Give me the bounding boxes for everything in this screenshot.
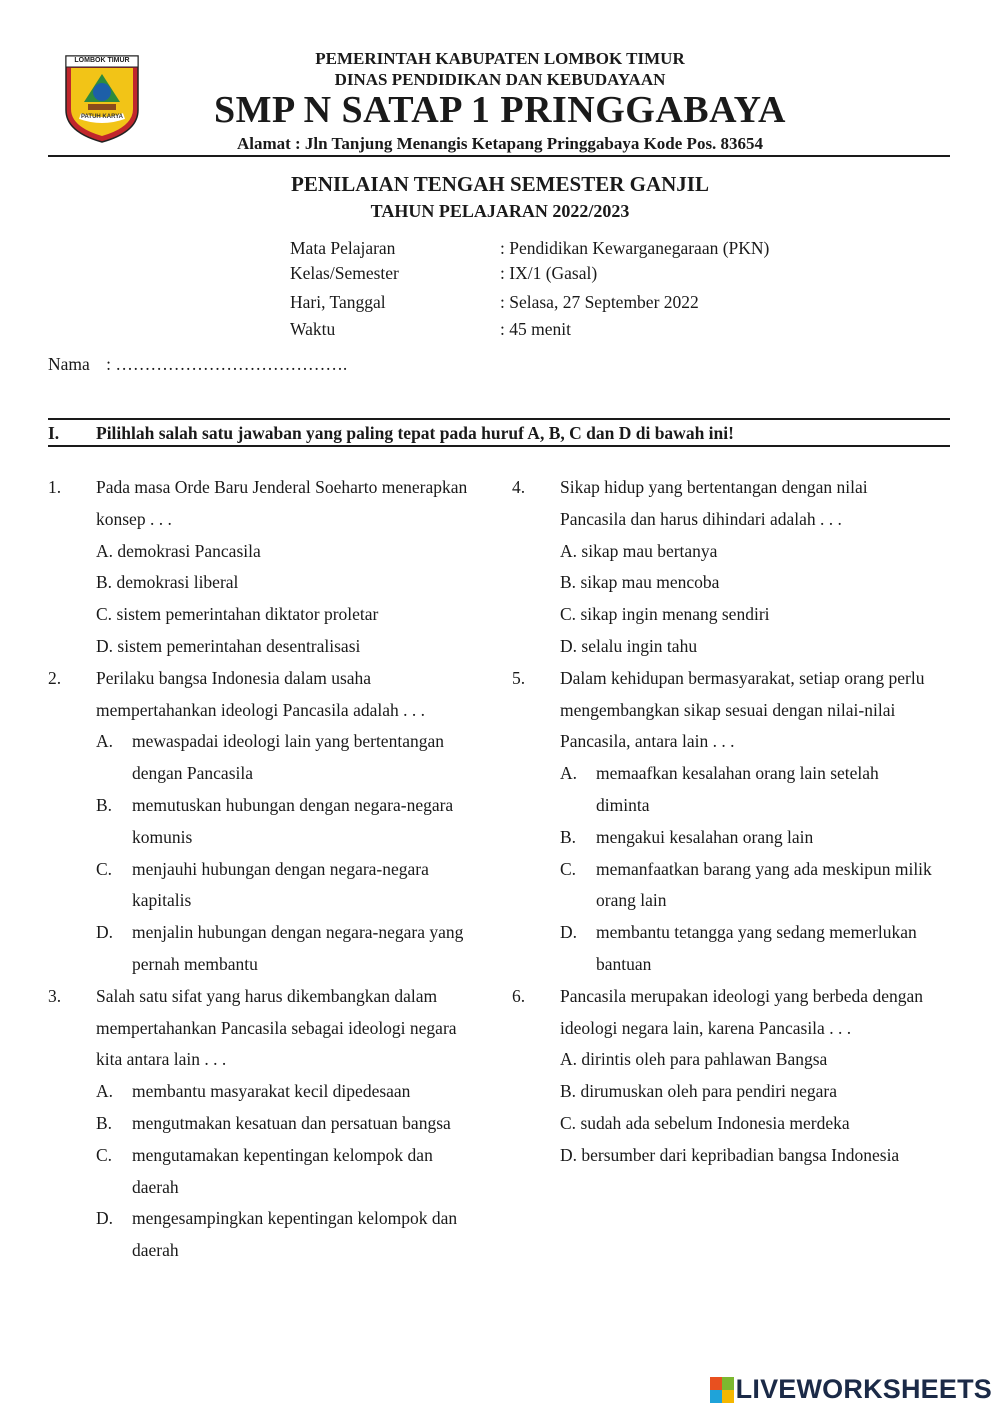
- info-value: : Pendidikan Kewarganegaraan (PKN): [500, 238, 770, 258]
- option-text: mengesampingkan kepentingan kelompok dan daerah: [132, 1208, 458, 1261]
- option-letter: A.: [96, 1081, 114, 1102]
- government-name: PEMERINTAH KABUPATEN LOMBOK TIMUR: [315, 49, 685, 68]
- option-text: membantu tetangga yang sedang memerlukan bantuan: [596, 922, 917, 974]
- option-text: menjauhi hubungan dengan negara-negara kapitalis: [132, 858, 429, 911]
- option-text: memaafkan kesalahan orang lain setelah diminta: [596, 763, 879, 815]
- name-blank: : ………………………………….: [106, 354, 348, 374]
- option-letter: C.: [560, 858, 577, 879]
- answer-option[interactable]: [560, 599, 952, 631]
- question: [48, 981, 498, 1267]
- option-letter: B.: [560, 572, 577, 593]
- option-text: mewaspadai ideologi lain yang bertentangan dengan Pancasila: [132, 731, 444, 784]
- info-label: Kelas/Semester: [290, 263, 399, 283]
- answer-option[interactable]: [560, 822, 952, 854]
- answer-option[interactable]: [560, 567, 952, 599]
- answer-option[interactable]: [96, 854, 498, 918]
- liveworksheets-logo-icon: [710, 1377, 734, 1403]
- answer-option[interactable]: [96, 1140, 498, 1204]
- section-rule-bottom: [48, 445, 950, 447]
- question: [48, 663, 498, 981]
- answer-option[interactable]: [96, 536, 498, 568]
- name-label: Nama: [48, 354, 90, 374]
- answer-option[interactable]: [96, 599, 498, 631]
- question-text: Sikap hidup yang bertentangan dengan nilai Pancasila dan harus dihindari adalah . . .: [560, 477, 868, 529]
- option-text: demokrasi Pancasila: [117, 540, 261, 561]
- student-name-field[interactable]: [48, 354, 347, 375]
- option-text: sikap mau bertanya: [581, 540, 718, 561]
- answer-option[interactable]: [96, 1076, 498, 1108]
- question-text: Pancasila merupakan ideologi yang berbeda dengan ideologi negara lain, karena Pancasila . . .: [560, 985, 923, 1038]
- option-letter: B.: [96, 1112, 113, 1133]
- option-text: membantu masyarakat kecil dipedesaan: [132, 1081, 411, 1102]
- answer-option[interactable]: [560, 536, 952, 568]
- section-number: I.: [48, 423, 60, 443]
- answer-option[interactable]: [560, 758, 952, 822]
- section-rule-top: [48, 418, 950, 420]
- info-value: : IX/1 (Gasal): [500, 263, 598, 283]
- option-letter: B.: [560, 1081, 577, 1102]
- option-text: sikap ingin menang sendiri: [580, 604, 770, 625]
- school-address: Alamat : Jln Tanjung Menangis Ketapang Pringgabaya Kode Pos. 83654: [236, 134, 764, 153]
- question-number: 6.: [512, 985, 526, 1006]
- answer-option[interactable]: [560, 1140, 952, 1172]
- option-letter: C.: [96, 858, 113, 879]
- option-text: memutuskan hubungan dengan negara-negara komunis: [132, 794, 454, 847]
- question-number: 4.: [512, 477, 526, 497]
- option-letter: C.: [96, 1144, 113, 1165]
- option-letter: D.: [96, 922, 114, 943]
- info-value: : 45 menit: [500, 319, 571, 339]
- question: [512, 472, 952, 663]
- option-letter: A.: [96, 731, 114, 752]
- option-text: dirintis oleh para pahlawan Bangsa: [581, 1049, 828, 1070]
- answer-option[interactable]: [560, 854, 952, 918]
- info-label: Hari, Tanggal: [290, 292, 386, 312]
- option-text: memanfaatkan barang yang ada meskipun milik orang lain: [596, 858, 932, 911]
- question-number: 2.: [48, 667, 62, 688]
- option-letter: B.: [96, 794, 113, 815]
- answer-option[interactable]: [96, 1203, 498, 1267]
- answer-option[interactable]: [96, 1108, 498, 1140]
- info-label: Mata Pelajaran: [290, 238, 396, 258]
- logo-text-bottom: PATUH KARYA: [80, 114, 123, 120]
- option-letter: D.: [560, 635, 578, 656]
- option-text: demokrasi liberal: [116, 572, 239, 593]
- info-label: Waktu: [290, 319, 336, 339]
- liveworksheets-watermark: [710, 1374, 992, 1405]
- answer-option[interactable]: [96, 726, 498, 790]
- option-letter: A.: [96, 540, 114, 561]
- answer-option[interactable]: [560, 631, 952, 663]
- answer-option[interactable]: [96, 917, 498, 981]
- questions-left-column: [48, 472, 498, 1267]
- option-text: sistem pemerintahan desentralisasi: [117, 635, 361, 656]
- answer-option[interactable]: [96, 567, 498, 599]
- department-name: DINAS PENDIDIKAN DAN KEBUDAYAAN: [334, 70, 666, 89]
- option-letter: D.: [96, 1208, 114, 1229]
- option-letter: C.: [560, 1112, 577, 1133]
- option-letter: D.: [96, 635, 114, 656]
- question-number: 1.: [48, 477, 62, 497]
- question-number: 5.: [512, 667, 526, 688]
- option-letter: C.: [560, 604, 577, 625]
- answer-option[interactable]: [560, 1108, 952, 1140]
- question: [512, 981, 952, 1172]
- option-text: sikap mau mencoba: [580, 572, 720, 593]
- answer-option[interactable]: [96, 631, 498, 663]
- exam-year: TAHUN PELAJARAN 2022/2023: [370, 201, 630, 221]
- question-text: Salah satu sifat yang harus dikembangkan dalam mempertahankan Pancasila sebagai ideologi negara kita antara lain . . .: [96, 985, 457, 1070]
- question: [512, 663, 952, 981]
- questions-right-column: [512, 472, 952, 1172]
- school-name: SMP N SATAP 1 PRINGGABAYA: [213, 89, 787, 131]
- answer-option[interactable]: [560, 1044, 952, 1076]
- option-text: dirumuskan oleh para pendiri negara: [580, 1081, 838, 1102]
- option-text: mengutamakan kepentingan kelompok dan daerah: [132, 1144, 433, 1197]
- watermark-text: LIVEWORKSHEETS: [735, 1374, 992, 1404]
- answer-option[interactable]: [96, 790, 498, 854]
- logo-text-top: LOMBOK TIMUR: [74, 57, 130, 64]
- exam-title: PENILAIAN TENGAH SEMESTER GANJIL: [291, 172, 709, 196]
- option-text: menjalin hubungan dengan negara-negara yang pernah membantu: [132, 922, 464, 974]
- question-text: Pada masa Orde Baru Jenderal Soeharto menerapkan konsep . . .: [96, 477, 468, 529]
- header-divider: [48, 155, 950, 157]
- option-text: mengakui kesalahan orang lain: [596, 826, 814, 847]
- option-letter: A.: [560, 540, 578, 561]
- option-text: sudah ada sebelum Indonesia merdeka: [580, 1112, 850, 1133]
- option-letter: B.: [96, 572, 113, 593]
- option-text: mengutmakan kesatuan dan persatuan bangsa: [132, 1112, 451, 1133]
- option-letter: A.: [560, 763, 578, 784]
- option-letter: B.: [560, 826, 577, 847]
- question-number: 3.: [48, 985, 62, 1006]
- option-letter: D.: [560, 1144, 578, 1165]
- answer-option[interactable]: [560, 917, 952, 981]
- option-letter: D.: [560, 922, 578, 943]
- option-text: bersumber dari kepribadian bangsa Indonesia: [581, 1144, 900, 1165]
- section-instruction: Pilihlah salah satu jawaban yang paling tepat pada huruf A, B, C dan D di bawah ini!: [96, 423, 734, 443]
- info-value: : Selasa, 27 September 2022: [500, 292, 699, 312]
- option-letter: C.: [96, 604, 113, 625]
- question-text: Perilaku bangsa Indonesia dalam usaha mempertahankan ideologi Pancasila adalah . . .: [96, 667, 425, 720]
- option-letter: A.: [560, 1049, 578, 1070]
- option-text: selalu ingin tahu: [581, 635, 698, 656]
- option-text: sistem pemerintahan diktator proletar: [116, 604, 379, 625]
- question: [48, 472, 498, 663]
- answer-option[interactable]: [560, 1076, 952, 1108]
- question-text: Dalam kehidupan bermasyarakat, setiap orang perlu mengembangkan sikap sesuai dengan nilai-nilai Pancasila, antara lain . . .: [560, 667, 925, 752]
